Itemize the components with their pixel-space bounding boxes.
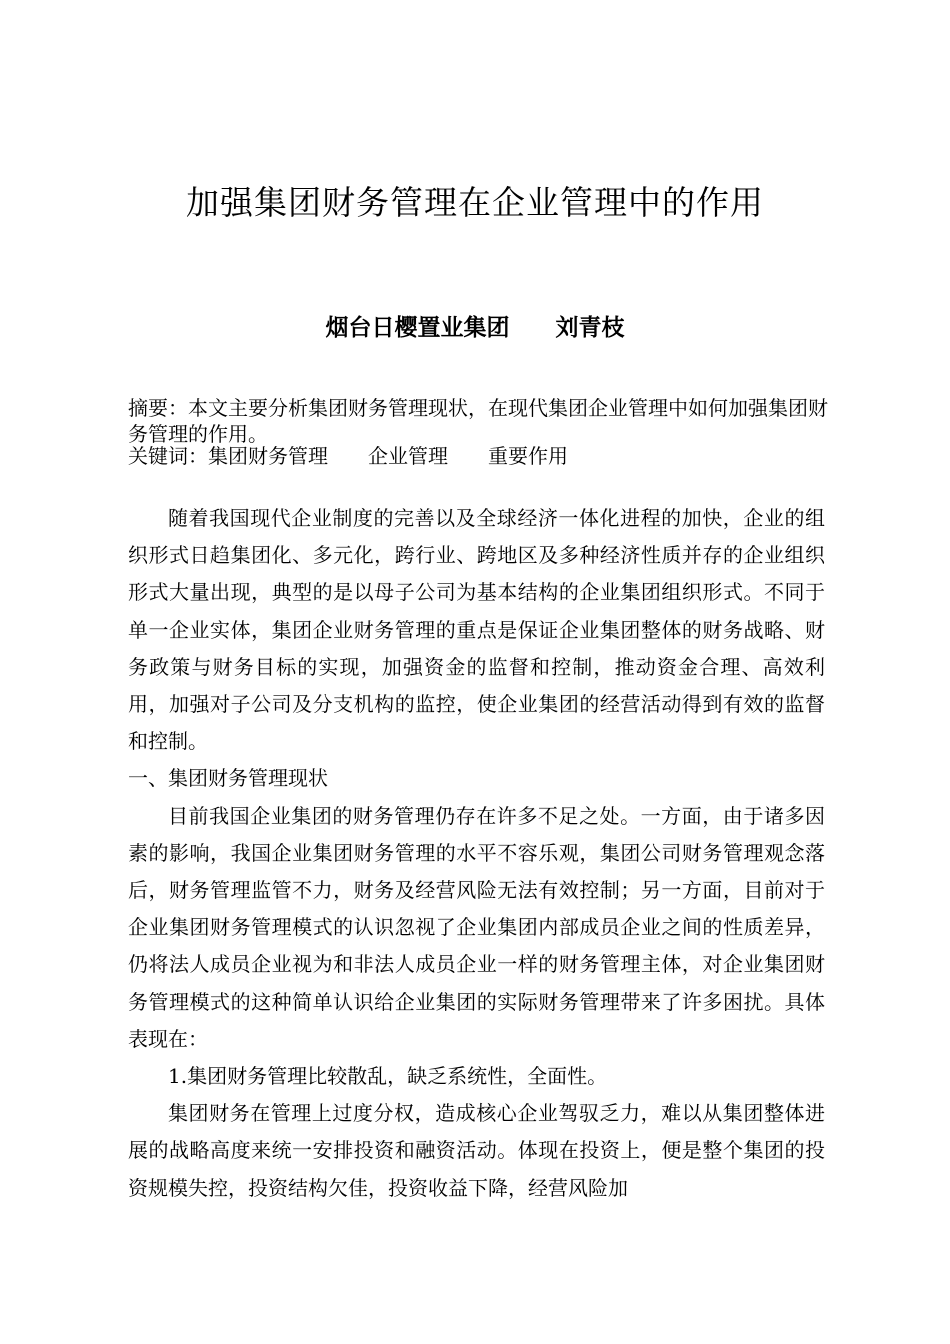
- paragraph-detail: 集团财务在管理上过度分权，造成核心企业驾驭乏力，难以从集团整体进展的战略高度来统一安排投资和融资活动。体现在投资上，便是整个集团的投资规模失控，投资结构欠佳，投资收益下降，经营风险加: [128, 1101, 825, 1200]
- abstract: 摘要：本文主要分析集团财务管理现状，在现代集团企业管理中如何加强集团财务管理的作用。: [128, 396, 828, 446]
- author-line: 烟台日樱置业集团 刘青枝: [325, 315, 625, 341]
- keywords: 关键词：集团财务管理 企业管理 重要作用: [128, 444, 568, 468]
- section-heading: 一、集团财务管理现状: [128, 766, 328, 791]
- paragraph-intro: 随着我国现代企业制度的完善以及全球经济一体化进程的加快，企业的组织形式日趋集团化、多元化，跨行业、跨地区及多种经济性质并存的企业组织形式大量出现，典型的是以母子公司为基本结构的企业集团组织形式。不同于单一企业实体，集团企业财务管理的重点是保证企业集团整体的财务战略、财务政策与财务目标的实现，加强资金的监督和控制，推动资金合理、高效利用，加强对子公司及分支机构的监控，使企业集团的经营活动得到有效的监督和控制。: [128, 506, 825, 754]
- document-title: 加强集团财务管理在企业管理中的作用: [186, 183, 764, 222]
- paragraph-status: 目前我国企业集团的财务管理仍存在许多不足之处。一方面，由于诸多因素的影响，我国企业集团财务管理的水平不容乐观，集团公司财务管理观念落后，财务管理监管不力，财务及经营风险无法有效控制；另一方面，目前对于企业集团财务管理模式的认识忽视了企业集团内部成员企业之间的性质差异，仍将法人成员企业视为和非法人成员企业一样的财务管理主体，对企业集团财务管理模式的这种简单认识给企业集团的实际财务管理带来了许多困扰。具体表现在：: [128, 803, 825, 1051]
- body-text: [128, 500, 825, 1207]
- list-item-point-1: 1.集团财务管理比较散乱，缺乏系统性，全面性。: [168, 1064, 608, 1089]
